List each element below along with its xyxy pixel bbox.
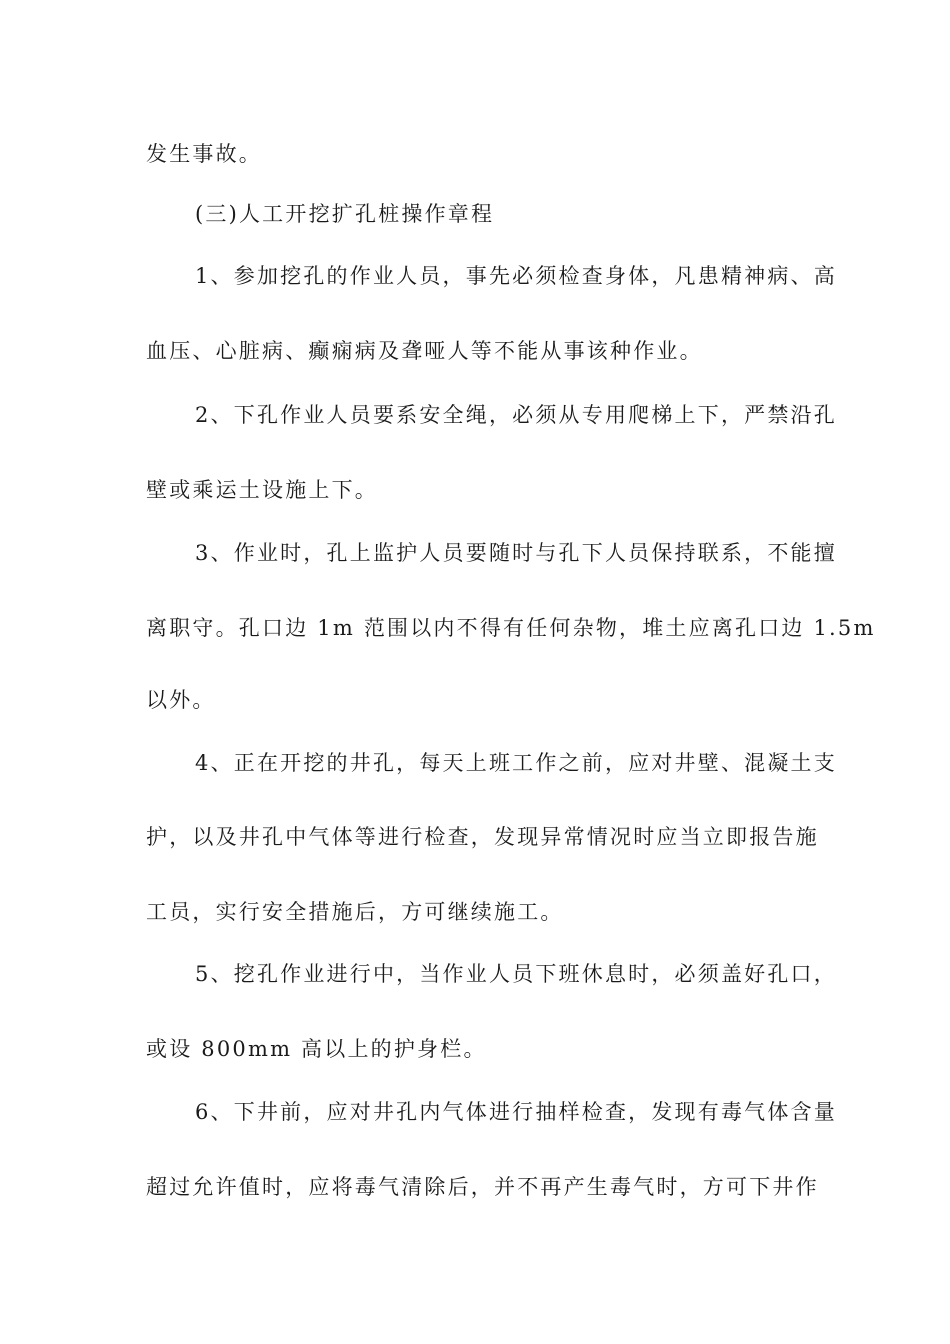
text-line: 超过允许值时，应将毒气清除后，并不再产生毒气时，方可下井作 [146, 1175, 819, 1199]
text-line: 壁或乘运土设施上下。 [146, 478, 378, 502]
text-line: 1、参加挖孔的作业人员，事先必须检查身体，凡患精神病、高 [195, 264, 837, 288]
text-line: 血压、心脏病、癫痫病及聋哑人等不能从事该种作业。 [146, 339, 703, 363]
text-line: 离职守。孔口边 1m 范围以内不得有任何杂物，堆土应离孔口边 1.5m [146, 616, 876, 640]
text-line: 或设 800mm 高以上的护身栏。 [146, 1037, 487, 1061]
text-line: 2、下孔作业人员要系安全绳，必须从专用爬梯上下，严禁沿孔 [195, 403, 837, 427]
text-line: 护，以及井孔中气体等进行检查，发现异常情况时应当立即报告施 [146, 825, 819, 849]
text-line: 6、下井前，应对井孔内气体进行抽样检查，发现有毒气体含量 [195, 1100, 837, 1124]
section-heading: (三)人工开挖扩孔桩操作章程 [195, 202, 495, 226]
text-line: 发生事故。 [146, 142, 262, 166]
text-line: 3、作业时，孔上监护人员要随时与孔下人员保持联系，不能擅 [195, 541, 837, 565]
text-line: 5、挖孔作业进行中，当作业人员下班休息时，必须盖好孔口， [195, 962, 837, 986]
text-line: 以外。 [146, 688, 216, 712]
text-line: 工员，实行安全措施后，方可继续施工。 [146, 900, 564, 924]
text-line: 4、正在开挖的井孔，每天上班工作之前，应对井壁、混凝土支 [195, 751, 837, 775]
